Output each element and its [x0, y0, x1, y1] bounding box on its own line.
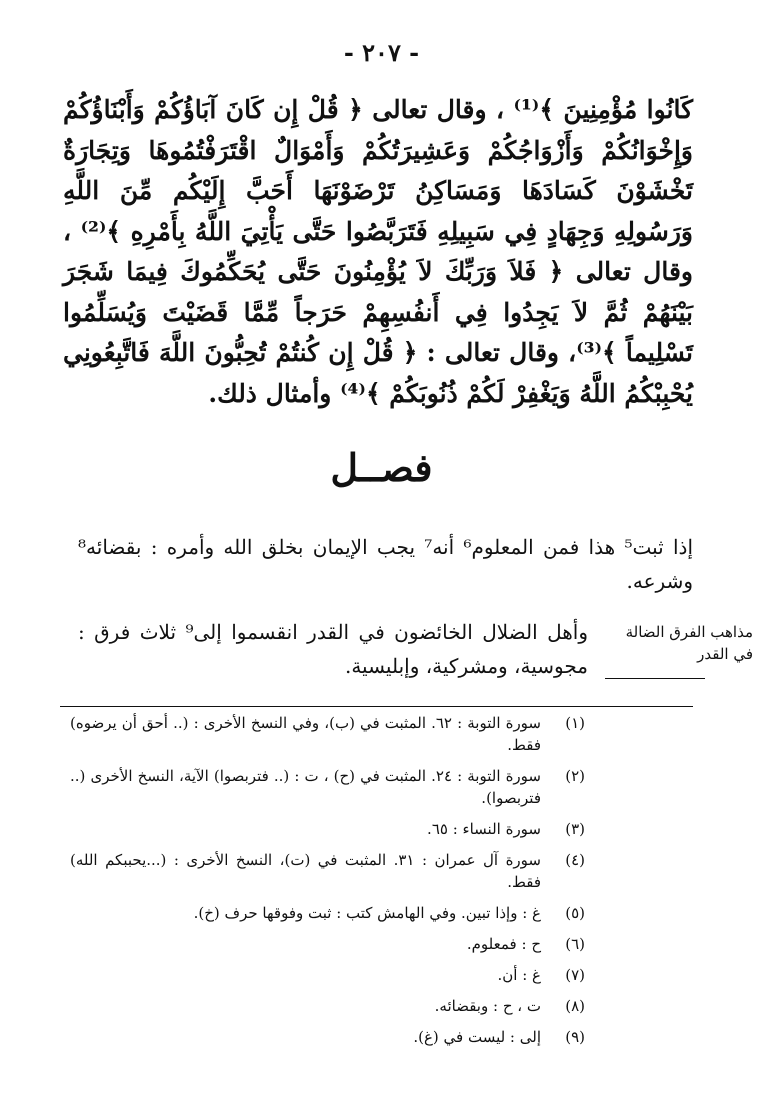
footnote-separator [60, 706, 693, 707]
footnote-number: (٤) [565, 851, 585, 869]
margin-note-underline [605, 678, 705, 679]
section-title: فصــل [330, 445, 433, 490]
footnote-number: (٢) [565, 767, 585, 785]
page-number: - ٢٠٧ - [343, 38, 420, 67]
footnote-number: (٦) [565, 935, 585, 953]
footnote-number: (٧) [565, 966, 585, 984]
footnote-text: سورة النساء : ٦٥. [427, 820, 541, 838]
footnote-text: غ : وإذا تبين. وفي الهامش كتب : ثبت وفوقها حرف (خ). [193, 904, 541, 922]
footnote-text: ت ، ح : وبقضائه. [434, 997, 541, 1015]
footnote-number: (٨) [565, 997, 585, 1015]
footnote-3 [0, 818, 763, 840]
footnote-text: إلى : ليست في (غ). [413, 1028, 541, 1046]
footnote-2 [0, 765, 763, 809]
footnote-text: ح : فمعلوم. [466, 935, 541, 953]
footnote-text: سورة التوبة : ٦٢. المثبت في (ب)، وفي النسخ الأخرى : (.. أحق أن يرضوه) فقط. [70, 714, 541, 754]
footnote-5 [0, 902, 763, 924]
body-paragraph-1: إذا ثبت⁵ هذا فمن المعلوم⁶ أنه⁷ يجب الإيمان بخلق الله وأمره : بقضائه⁸ وشرعه. [78, 535, 693, 593]
footnote-6 [0, 933, 763, 955]
footnotes-list [0, 712, 763, 1057]
footnote-8 [0, 995, 763, 1017]
footnote-text: سورة آل عمران : ٣١. المثبت في (ت)، النسخ الأخرى : (...يحببكم الله) فقط. [70, 851, 541, 891]
body-paragraph-2: وأهل الضلال الخائضون في القدر انقسموا إلى⁹ ثلاث فرق : مجوسية، ومشركية، وإبليسية. [78, 620, 588, 678]
footnote-number: (٣) [565, 820, 585, 838]
footnote-9 [0, 1026, 763, 1048]
margin-note: مذاهب الفرق الضالة في القدر [625, 623, 753, 663]
footnote-number: (١) [565, 714, 585, 732]
footnote-4 [0, 849, 763, 893]
footnote-1 [0, 712, 763, 756]
footnote-7 [0, 964, 763, 986]
footnote-text: غ : أن. [497, 966, 541, 984]
footnote-text: سورة التوبة : ٢٤. المثبت في (ح) ، ت : (.. فتربصوا) الآية، النسخ الأخرى (.. فتربصوا). [70, 767, 541, 807]
footnote-number: (٩) [565, 1028, 585, 1046]
quran-verses-paragraph: كَانُوا مُؤْمِنِينَ ﴾⁽¹⁾ ، وقال تعالى ﴿ قُلْ إِن كَانَ آبَاؤُكُمْ وَأَبْنَاؤُكُمْ وَإِخْوَانُكُمْ وَأَزْوَاجُكُمْ وَعَشِيرَتُكُمْ وَأَمْوَالٌ اقْتَرَفْتُمُوهَا وَتِجَارَةٌ تَخْشَوْنَ كَسَادَهَا وَمَسَاكِنُ تَرْضَوْنَهَا أَحَبَّ إِلَيْكُم مِّنَ اللَّهِ وَرَسُولِهِ وَجِهَادٍ فِي سَبِيلِهِ فَتَرَبَّصُوا حَتَّى يَأْتِيَ اللَّهُ بِأَمْرِهِ ﴾⁽²⁾ ، وقال تعالى ﴿ فَلاَ وَرَبِّكَ لاَ يُؤْمِنُونَ حَتَّى يُحَكِّمُوكَ فِيمَا شَجَرَ بَيْنَهُمْ ثُمَّ لاَ يَجِدُوا فِي أَنفُسِهِمْ حَرَجاً مِّمَّا قَضَيْتَ وَيُسَلِّمُوا تَسْلِيماً ﴾⁽³⁾، وقال تعالى : ﴿ قُلْ إِن كُنتُمْ تُحِبُّونَ اللَّهَ فَاتَّبِعُونِي يُحْبِبْكُمُ اللَّهُ وَيَغْفِرْ لَكُمْ ذُنُوبَكُمْ ﴾⁽⁴⁾ وأمثال ذلك. [63, 95, 694, 408]
footnote-number: (٥) [565, 904, 585, 922]
